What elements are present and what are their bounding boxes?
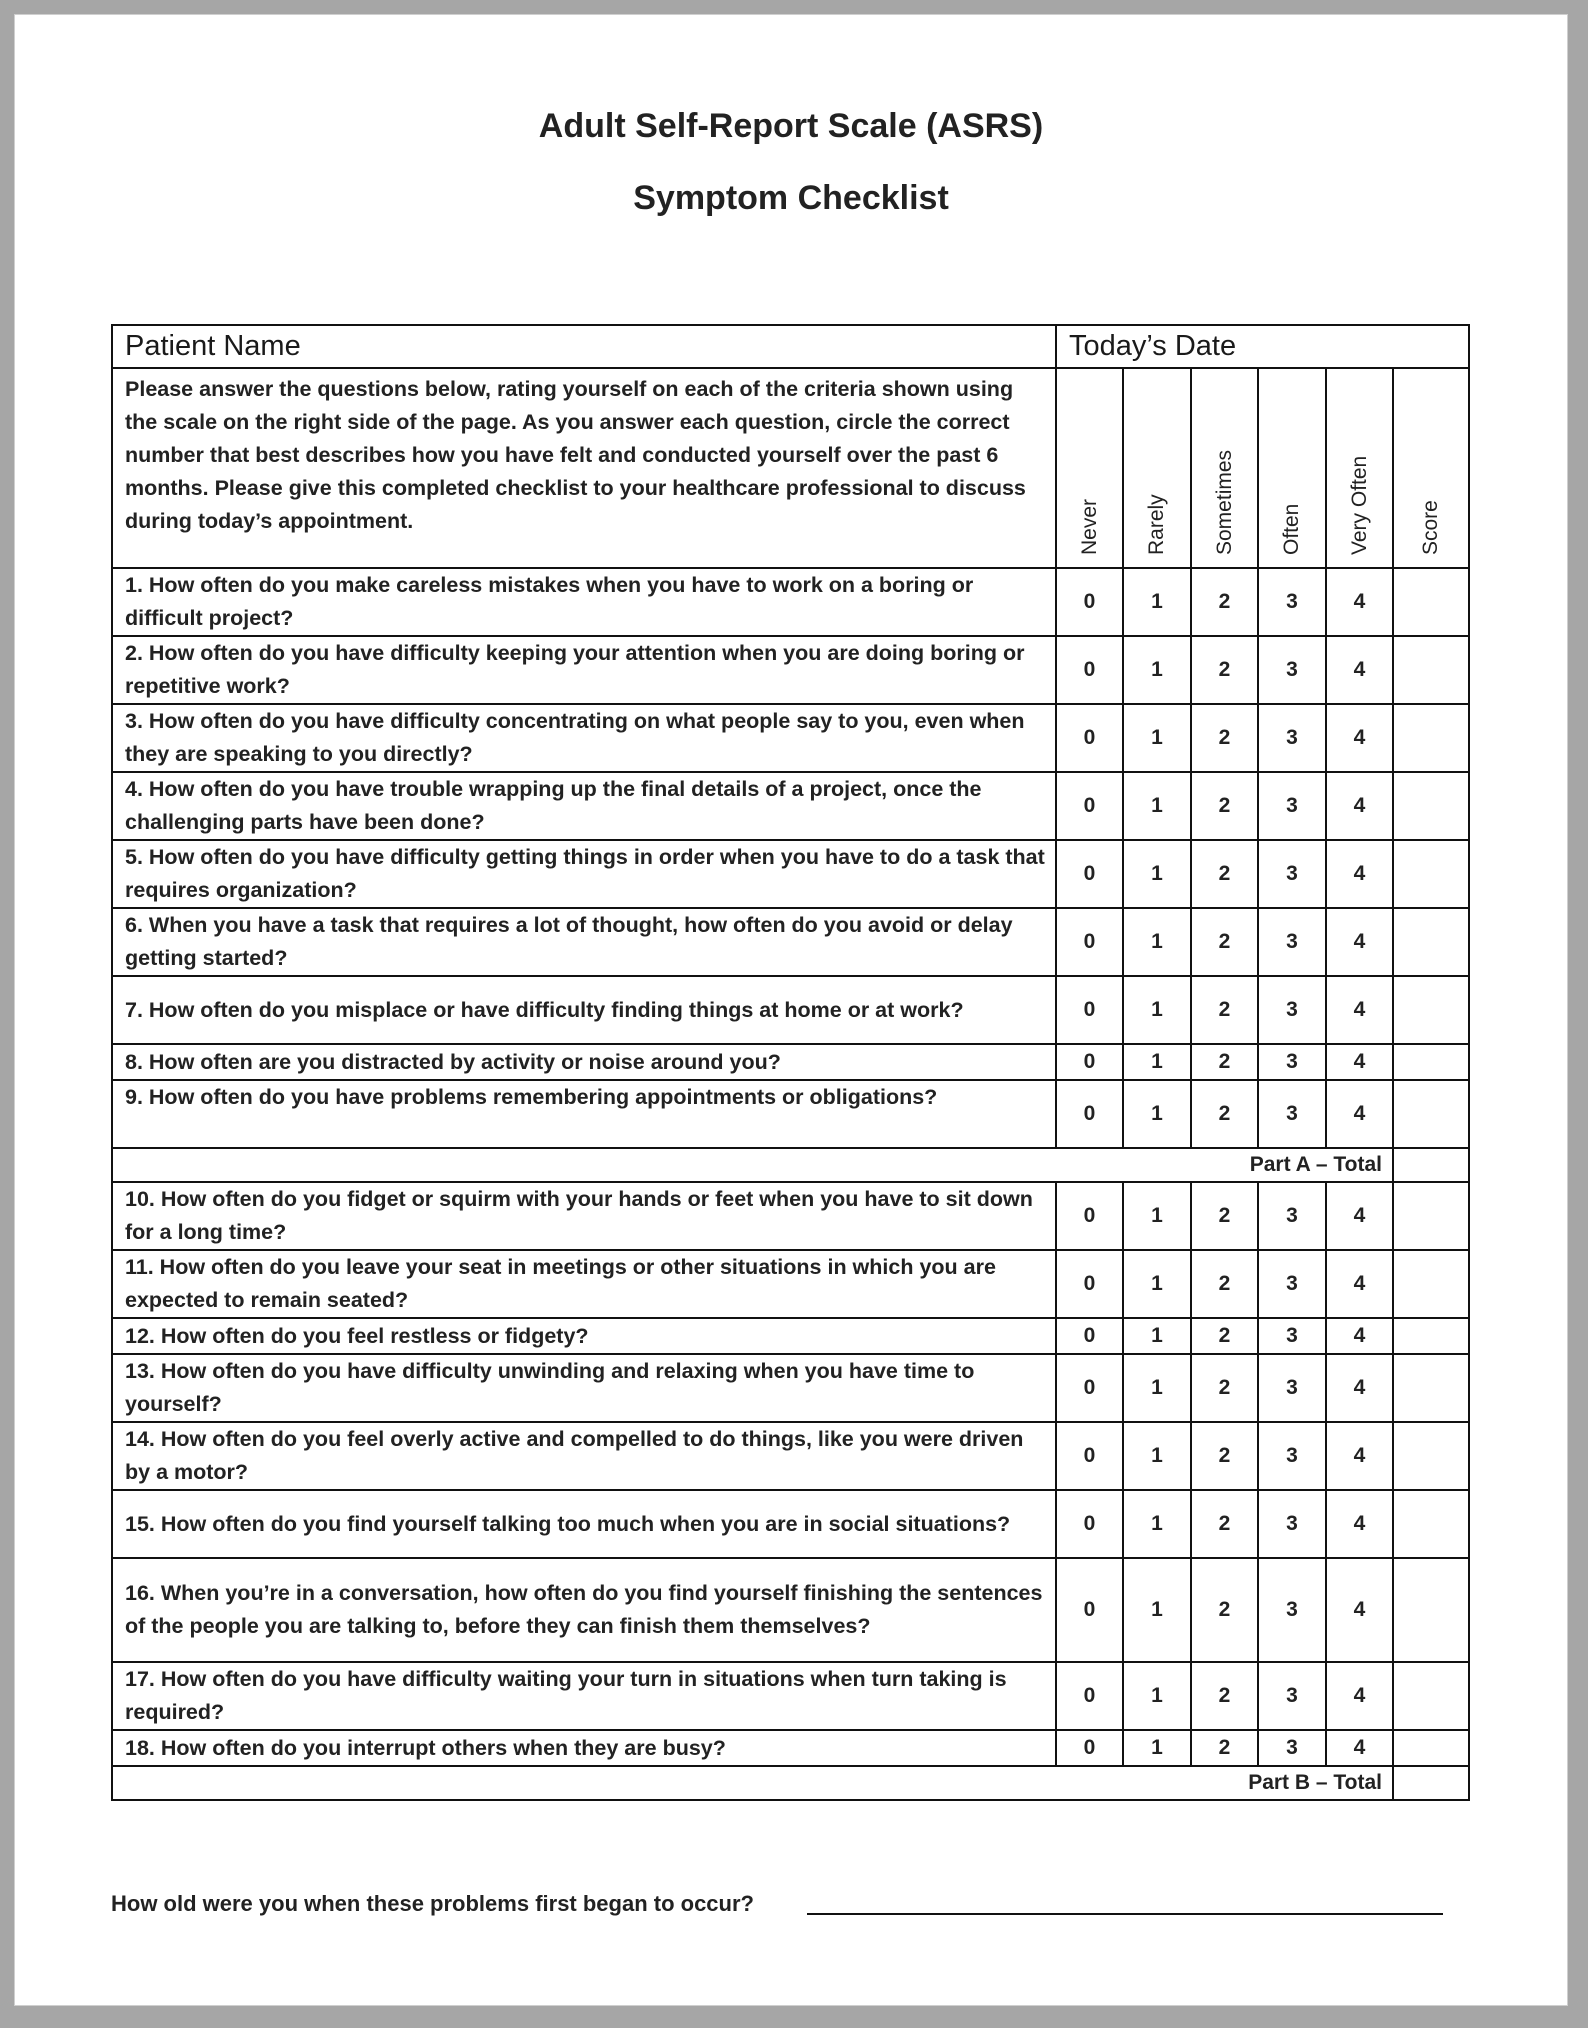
rating-option-3[interactable]: 3 [1258,1558,1326,1662]
rating-option-4[interactable]: 4 [1326,1354,1393,1422]
instructions-text: Please answer the questions below, rating yourself on each of the criteria shown using the scale on the right side of the page. As you answer each question, circle the correct number that best describes how you have felt and conducted yourself over the past 6 months. Please give this completed checklist to your healthcare professional to discuss during today’s appointment. [112,368,1056,568]
rating-option-2[interactable]: 2 [1191,704,1258,772]
rating-option-1[interactable]: 1 [1123,1422,1191,1490]
rating-option-1[interactable]: 1 [1123,1182,1191,1250]
rating-option-3[interactable]: 3 [1258,1250,1326,1318]
rating-option-0[interactable]: 0 [1056,1730,1123,1766]
question-row [112,1422,1469,1490]
question-row [112,1318,1469,1354]
score-cell[interactable] [1393,908,1469,976]
rating-option-4[interactable]: 4 [1326,1730,1393,1766]
question-row [112,1490,1469,1558]
rating-option-1[interactable]: 1 [1123,1490,1191,1558]
rating-option-2[interactable]: 2 [1191,772,1258,840]
rating-option-0[interactable]: 0 [1056,1422,1123,1490]
question-row [112,1354,1469,1422]
rating-option-4[interactable]: 4 [1326,1250,1393,1318]
question-text: 16. When you’re in a conversation, how often do you find yourself finishing the sentences of the people you are talking to, before they can finish them themselves? [112,1558,1056,1662]
question-text: 17. How often do you have difficulty waiting your turn in situations when turn taking is required? [112,1662,1056,1730]
rating-option-2[interactable]: 2 [1191,1318,1258,1354]
score-cell[interactable] [1393,772,1469,840]
rating-option-0[interactable]: 0 [1056,1250,1123,1318]
rating-option-0[interactable]: 0 [1056,1662,1123,1730]
rating-option-4[interactable]: 4 [1326,840,1393,908]
question-text: 12. How often do you feel restless or fidgety? [112,1318,1056,1354]
patient-name-field[interactable]: Patient Name [112,325,1056,368]
rating-option-2[interactable]: 2 [1191,1662,1258,1730]
rating-option-0[interactable]: 0 [1056,772,1123,840]
question-row [112,1044,1469,1080]
question-text: 6. When you have a task that requires a lot of thought, how often do you avoid or delay getting started? [112,908,1056,976]
rating-option-3[interactable]: 3 [1258,1422,1326,1490]
rating-option-4[interactable]: 4 [1326,772,1393,840]
rating-option-2[interactable]: 2 [1191,1422,1258,1490]
rating-option-1[interactable]: 1 [1123,704,1191,772]
rating-option-3[interactable]: 3 [1258,1662,1326,1730]
question-row [112,1662,1469,1730]
rating-option-0[interactable]: 0 [1056,1318,1123,1354]
question-text: 1. How often do you make careless mistakes when you have to work on a boring or difficult project? [112,568,1056,636]
rating-option-3[interactable]: 3 [1258,704,1326,772]
score-cell[interactable] [1393,840,1469,908]
rating-option-3[interactable]: 3 [1258,568,1326,636]
rating-option-0[interactable]: 0 [1056,976,1123,1044]
rating-option-0[interactable]: 0 [1056,1080,1123,1148]
score-cell[interactable] [1393,976,1469,1044]
rating-option-4[interactable]: 4 [1326,1080,1393,1148]
score-cell[interactable] [1393,636,1469,704]
rating-option-0[interactable]: 0 [1056,908,1123,976]
part-b-total-row [112,1766,1469,1800]
rating-option-3[interactable]: 3 [1258,636,1326,704]
part-a-total-row [112,1148,1469,1182]
question-text: 15. How often do you find yourself talking too much when you are in social situations? [112,1490,1056,1558]
rating-option-4[interactable]: 4 [1326,1044,1393,1080]
rating-option-0[interactable]: 0 [1056,568,1123,636]
rating-option-0[interactable]: 0 [1056,840,1123,908]
rating-option-1[interactable]: 1 [1123,908,1191,976]
question-row [112,1558,1469,1662]
rating-option-4[interactable]: 4 [1326,1182,1393,1250]
question-text: 5. How often do you have difficulty getting things in order when you have to do a task that requires organization? [112,840,1056,908]
rating-option-4[interactable]: 4 [1326,1490,1393,1558]
rating-option-1[interactable]: 1 [1123,1044,1191,1080]
column-header-often: Often [1258,368,1326,568]
rating-option-3[interactable]: 3 [1258,908,1326,976]
rating-option-4[interactable]: 4 [1326,636,1393,704]
rating-option-1[interactable]: 1 [1123,1318,1191,1354]
part-b-total-score-cell[interactable] [1393,1766,1469,1800]
question-row [112,568,1469,636]
rating-option-2[interactable]: 2 [1191,840,1258,908]
question-text: 8. How often are you distracted by activity or noise around you? [112,1044,1056,1080]
question-row [112,976,1469,1044]
rating-option-1[interactable]: 1 [1123,976,1191,1044]
rating-option-3[interactable]: 3 [1258,772,1326,840]
rating-option-2[interactable]: 2 [1191,636,1258,704]
column-header-score: Score [1393,368,1469,568]
rating-option-1[interactable]: 1 [1123,772,1191,840]
question-row [112,1080,1469,1148]
rating-option-3[interactable]: 3 [1258,1182,1326,1250]
score-cell[interactable] [1393,1662,1469,1730]
rating-option-4[interactable]: 4 [1326,704,1393,772]
rating-option-4[interactable]: 4 [1326,1318,1393,1354]
rating-option-2[interactable]: 2 [1191,1044,1258,1080]
question-row [112,1730,1469,1766]
score-cell[interactable] [1393,1250,1469,1318]
rating-option-0[interactable]: 0 [1056,636,1123,704]
rating-option-2[interactable]: 2 [1191,1490,1258,1558]
question-text: 3. How often do you have difficulty concentrating on what people say to you, even when they are speaking to you directly? [112,704,1056,772]
rating-option-3[interactable]: 3 [1258,1318,1326,1354]
age-question: How old were you when these problems first began to occur? [111,1891,754,1916]
question-row [112,704,1469,772]
rating-option-1[interactable]: 1 [1123,568,1191,636]
score-cell[interactable] [1393,1558,1469,1662]
score-cell[interactable] [1393,1318,1469,1354]
instructions-row [112,368,1469,568]
rating-option-2[interactable]: 2 [1191,1354,1258,1422]
part-a-total-label: Part A – Total [112,1148,1393,1182]
rating-option-1[interactable]: 1 [1123,636,1191,704]
question-text: 13. How often do you have difficulty unwinding and relaxing when you have time to yourself? [112,1354,1056,1422]
question-text: 10. How often do you fidget or squirm with your hands or feet when you have to sit down for a long time? [112,1182,1056,1250]
rating-option-0[interactable]: 0 [1056,704,1123,772]
rating-option-1[interactable]: 1 [1123,1730,1191,1766]
rating-option-2[interactable]: 2 [1191,1250,1258,1318]
score-cell[interactable] [1393,1182,1469,1250]
rating-option-0[interactable]: 0 [1056,1182,1123,1250]
rating-option-4[interactable]: 4 [1326,908,1393,976]
rating-option-3[interactable]: 3 [1258,1044,1326,1080]
question-text: 11. How often do you leave your seat in meetings or other situations in which you are expected to remain seated? [112,1250,1056,1318]
rating-option-4[interactable]: 4 [1326,568,1393,636]
document-page [14,14,1568,2006]
rating-option-2[interactable]: 2 [1191,568,1258,636]
question-row [112,908,1469,976]
rating-option-1[interactable]: 1 [1123,840,1191,908]
rating-option-1[interactable]: 1 [1123,1080,1191,1148]
rating-option-0[interactable]: 0 [1056,1044,1123,1080]
rating-option-0[interactable]: 0 [1056,1558,1123,1662]
score-cell[interactable] [1393,1730,1469,1766]
column-header-sometimes: Sometimes [1191,368,1258,568]
rating-option-1[interactable]: 1 [1123,1558,1191,1662]
rating-option-4[interactable]: 4 [1326,1422,1393,1490]
rating-option-2[interactable]: 2 [1191,1558,1258,1662]
todays-date-field[interactable]: Today’s Date [1056,325,1469,368]
question-text: 4. How often do you have trouble wrapping up the final details of a project, once the challenging parts have been done? [112,772,1056,840]
question-row [112,1250,1469,1318]
rating-option-4[interactable]: 4 [1326,1662,1393,1730]
question-text: 2. How often do you have difficulty keeping your attention when you are doing boring or repetitive work? [112,636,1056,704]
score-cell[interactable] [1393,1490,1469,1558]
header-row [112,325,1469,368]
score-cell[interactable] [1393,1080,1469,1148]
question-row [112,772,1469,840]
score-cell[interactable] [1393,1354,1469,1422]
question-row [112,840,1469,908]
question-text: 9. How often do you have problems remembering appointments or obligations? [112,1080,1056,1148]
score-cell[interactable] [1393,1422,1469,1490]
question-text: 18. How often do you interrupt others when they are busy? [112,1730,1056,1766]
rating-option-3[interactable]: 3 [1258,840,1326,908]
column-header-never: Never [1056,368,1123,568]
score-cell[interactable] [1393,1044,1469,1080]
rating-option-2[interactable]: 2 [1191,1182,1258,1250]
rating-option-0[interactable]: 0 [1056,1490,1123,1558]
age-answer-line[interactable] [807,1913,1443,1915]
question-row [112,636,1469,704]
rating-option-4[interactable]: 4 [1326,1558,1393,1662]
rating-option-3[interactable]: 3 [1258,1354,1326,1422]
rating-option-3[interactable]: 3 [1258,1730,1326,1766]
question-text: 14. How often do you feel overly active and compelled to do things, like you were driven by a motor? [112,1422,1056,1490]
column-header-very-often: Very Often [1326,368,1393,568]
column-header-rarely: Rarely [1123,368,1191,568]
score-cell[interactable] [1393,568,1469,636]
rating-option-0[interactable]: 0 [1056,1354,1123,1422]
question-text: 7. How often do you misplace or have difficulty finding things at home or at work? [112,976,1056,1044]
rating-option-3[interactable]: 3 [1258,1490,1326,1558]
score-cell[interactable] [1393,704,1469,772]
document-subtitle: Symptom Checklist [633,179,949,217]
checklist-table [111,324,1470,1801]
rating-option-2[interactable]: 2 [1191,1080,1258,1148]
rating-option-3[interactable]: 3 [1258,1080,1326,1148]
part-a-total-score-cell[interactable] [1393,1148,1469,1182]
rating-option-3[interactable]: 3 [1258,976,1326,1044]
rating-option-4[interactable]: 4 [1326,976,1393,1044]
rating-option-2[interactable]: 2 [1191,976,1258,1044]
rating-option-1[interactable]: 1 [1123,1354,1191,1422]
rating-option-2[interactable]: 2 [1191,1730,1258,1766]
question-row [112,1182,1469,1250]
rating-option-1[interactable]: 1 [1123,1662,1191,1730]
part-b-total-label: Part B – Total [112,1766,1393,1800]
document-title: Adult Self-Report Scale (ASRS) [538,107,1044,145]
rating-option-2[interactable]: 2 [1191,908,1258,976]
rating-option-1[interactable]: 1 [1123,1250,1191,1318]
